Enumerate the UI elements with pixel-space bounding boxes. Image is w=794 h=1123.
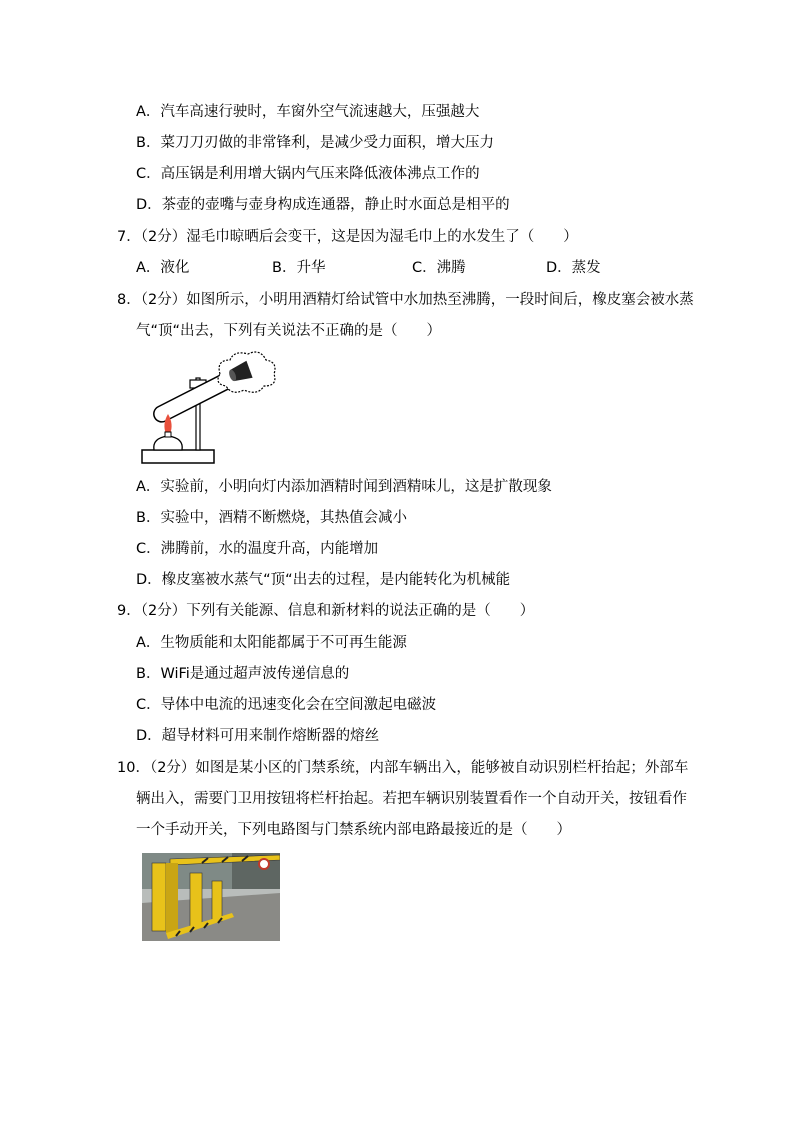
q7-option-c: C．沸腾 — [412, 260, 466, 276]
q9-option-a: A．生物质能和太阳能都属于不可再生能源 — [136, 635, 407, 651]
prev-option-a: A．汽车高速行驶时，车窗外空气流速越大，压强越大 — [136, 104, 480, 120]
q8-option-b: B．实验中，酒精不断燃烧，其热值会减小 — [136, 510, 407, 526]
q9-option-d: D．超导材料可用来制作熔断器的熔丝 — [136, 728, 380, 744]
q7-option-a: A．液化 — [136, 260, 190, 276]
q9-stem: 9．（2分）下列有关能源、信息和新材料的说法正确的是（ ） — [117, 603, 535, 619]
q10-stem-line3: 一个手动开关，下列电路图与门禁系统内部电路最接近的是（ ） — [136, 822, 571, 838]
q9-option-b: B．WiFi是通过超声波传递信息的 — [136, 666, 350, 682]
q10-stem-line2: 辆出入，需要门卫用按钮将栏杆抬起。若把车辆识别装置看作一个自动开关，按钮看作 — [136, 791, 687, 807]
gate-post-left — [152, 863, 166, 931]
speed-sign-icon — [259, 859, 269, 869]
q8-heating-apparatus-figure — [138, 350, 278, 470]
prev-option-b: B．菜刀刀刃做的非常锋利，是减少受力面积，增大压力 — [136, 135, 494, 151]
stand-base — [142, 450, 214, 463]
q9-option-c: C．导体中电流的迅速变化会在空间激起电磁波 — [136, 697, 437, 713]
gate-post-right — [190, 873, 202, 927]
q8-stem-line2: 气“顶“出去，下列有关说法不正确的是（ ） — [136, 323, 442, 339]
q8-stem-line1: 8．（2分）如图所示，小明用酒精灯给试管中水加热至沸腾，一段时间后，橡皮塞会被水蒸 — [117, 292, 694, 308]
gate-post-side — [166, 863, 178, 933]
lamp-wick — [165, 432, 171, 437]
prev-option-d: D．茶壶的壶嘴与壶身构成连通器，静止时水面总是相平的 — [136, 197, 510, 213]
prev-option-c: C．高压锅是利用增大锅内气压来降低液体沸点工作的 — [136, 166, 480, 182]
q8-option-d: D．橡皮塞被水蒸气“顶“出去的过程，是内能转化为机械能 — [136, 572, 511, 588]
q8-option-a: A．实验前，小明向灯内添加酒精时闻到酒精味儿，这是扩散现象 — [136, 479, 552, 495]
alcohol-lamp — [154, 436, 182, 450]
gate-post-far — [212, 881, 222, 921]
q10-stem-line1: 10．（2分）如图是某小区的门禁系统，内部车辆出入，能够被自动识别栏杆抬起；外部车 — [117, 760, 689, 776]
q7-option-b: B．升华 — [272, 260, 326, 276]
q8-option-c: C．沸腾前，水的温度升高，内能增加 — [136, 541, 379, 557]
q10-gate-photo — [142, 853, 280, 941]
q7-option-d: D．蒸发 — [546, 260, 601, 276]
q7-stem: 7．（2分）湿毛巾晾晒后会变干，这是因为湿毛巾上的水发生了（ ） — [117, 229, 578, 245]
